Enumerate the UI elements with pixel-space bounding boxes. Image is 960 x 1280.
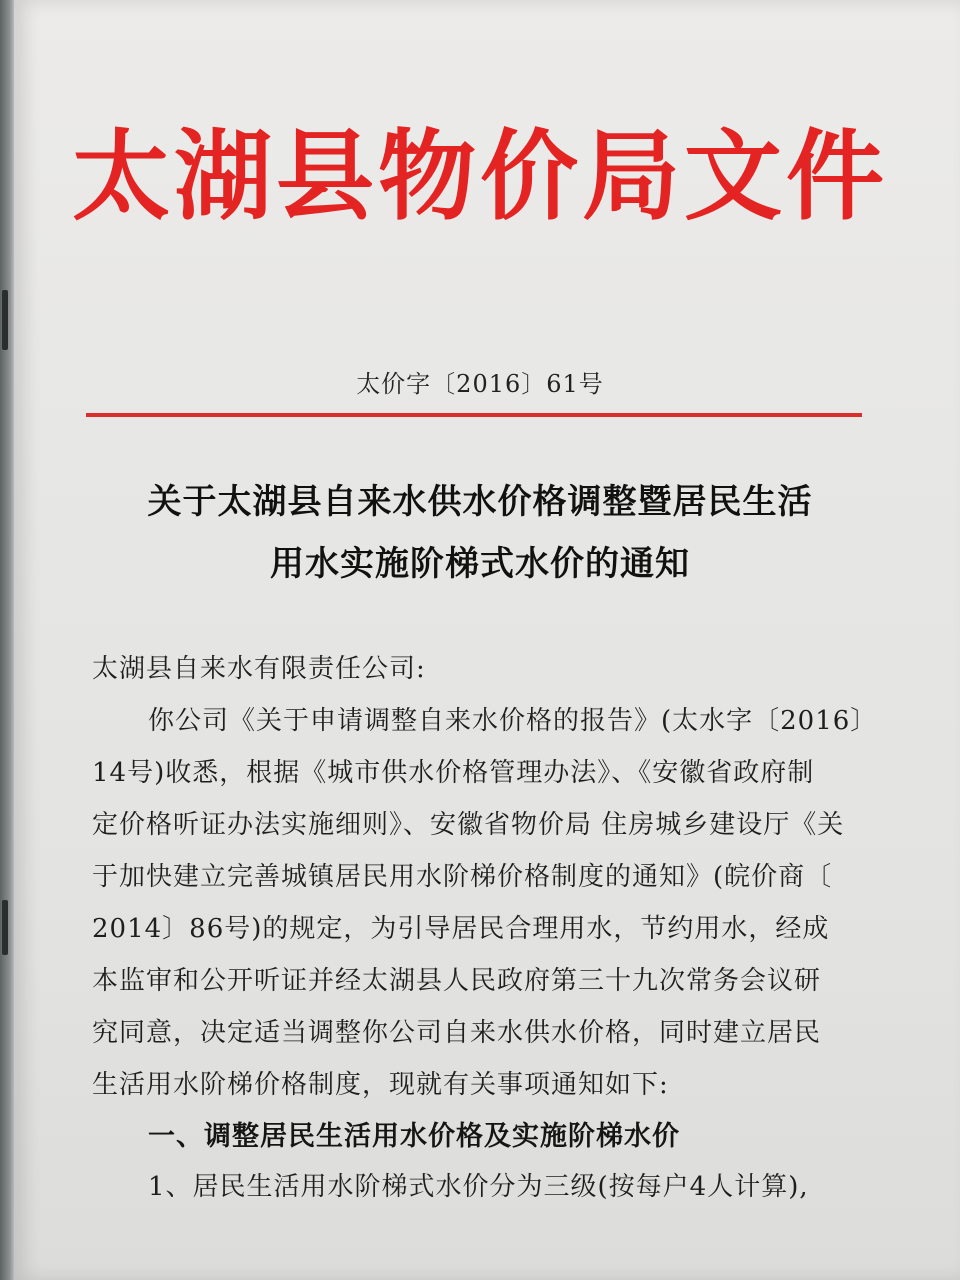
notice-title-line-1: 关于太湖县自来水供水价格调整暨居民生活 bbox=[147, 482, 813, 522]
paragraph-line: 定价格听证办法实施细则》、安徽省物价局 住房城乡建设厅《关 bbox=[92, 810, 845, 840]
section-heading: 一、调整居民生活用水价格及实施阶梯水价 bbox=[148, 1121, 680, 1152]
paragraph-line: 生活用水阶梯价格制度，现就有关事项通知如下: bbox=[92, 1070, 669, 1100]
paragraph-line: 本监审和公开听证并经太湖县人民政府第三十九次常务会议研 bbox=[92, 966, 822, 996]
notice-title-line-2: 用水实施阶梯式水价的通知 bbox=[270, 544, 690, 584]
header-divider bbox=[86, 413, 862, 417]
paragraph-line: 2014〕86号)的规定，为引导居民合理用水，节约用水，经成 bbox=[92, 914, 830, 944]
paragraph-line: 究同意，决定适当调整你公司自来水供水价格，同时建立居民 bbox=[92, 1018, 822, 1048]
binding-mark bbox=[2, 290, 8, 350]
recipient-line: 太湖县自来水有限责任公司: bbox=[92, 654, 426, 684]
document-number: 太价字〔2016〕61号 bbox=[356, 370, 604, 398]
binding-mark bbox=[2, 900, 8, 955]
document-header-title: 太湖县物价局文件 bbox=[71, 119, 888, 234]
paragraph-line: 14号)收悉，根据《城市供水价格管理办法》、《安徽省政府制 bbox=[92, 758, 815, 788]
page-binding-edge bbox=[0, 0, 14, 1280]
paragraph-line: 你公司《关于申请调整自来水价格的报告》(太水字〔2016〕 bbox=[148, 706, 878, 736]
list-item: 1、居民生活用水阶梯式水价分为三级(按每户4人计算), bbox=[148, 1172, 809, 1202]
paragraph-line: 于加快建立完善城镇居民用水阶梯价格制度的通知》(皖价商〔 bbox=[92, 862, 833, 892]
